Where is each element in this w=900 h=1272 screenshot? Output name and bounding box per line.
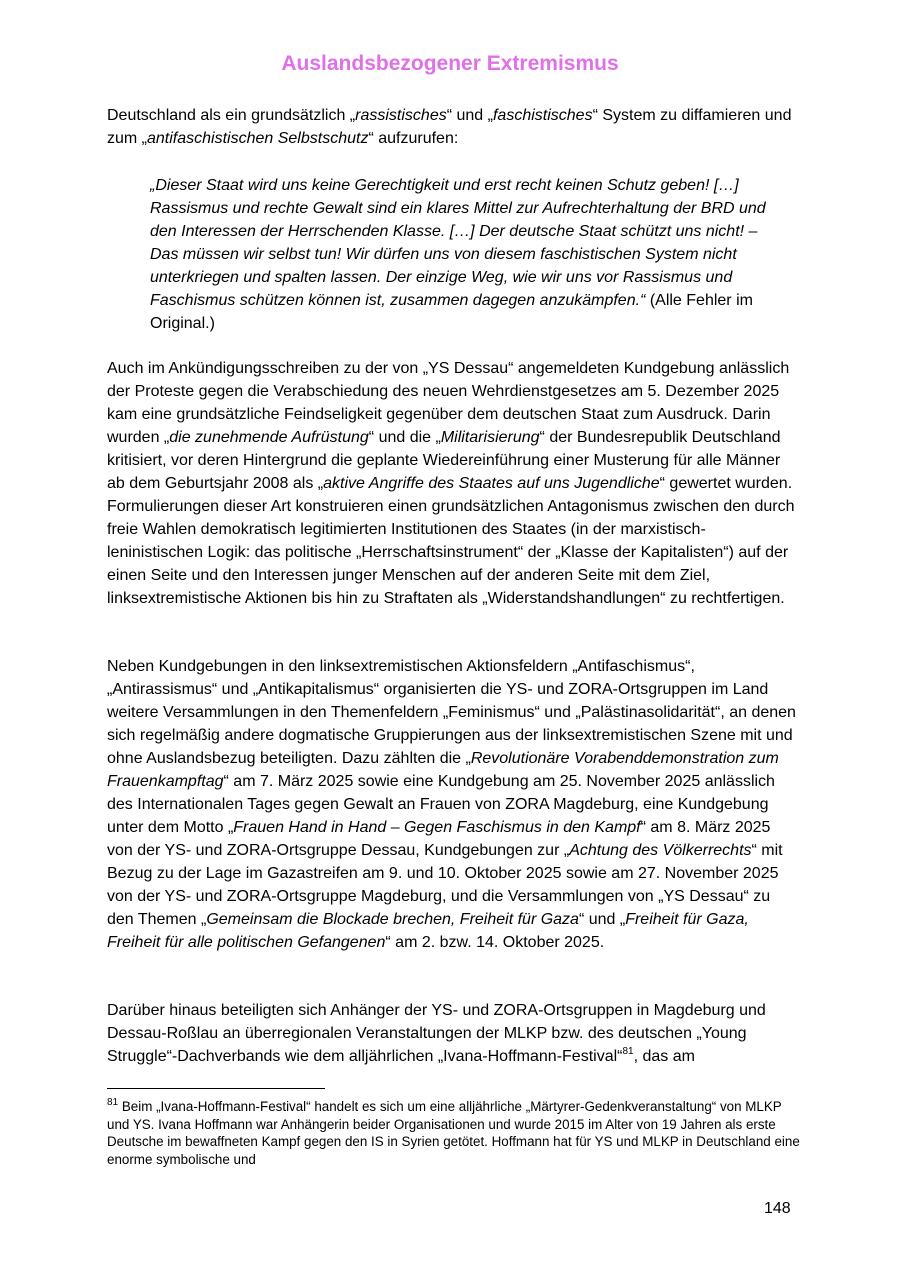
footnote [107, 1098, 807, 1168]
text-run: “ am 8. März 2025 von der YS- und ZORA-Ortsgruppe Dessau, Kundgebungen zur „ [107, 819, 771, 859]
emphasis: Frauen Hand in Hand – Gegen Faschismus in den Kampf [233, 819, 641, 836]
text-run: “ und „ [578, 911, 626, 928]
emphasis: antifaschistischen Selbstschutz [147, 130, 369, 147]
page-title: Auslandsbezogener Extremismus [281, 52, 619, 75]
footnote-reference[interactable]: 81 [622, 1045, 634, 1057]
text-run: “ am 2. bzw. 14. Oktober 2025. [385, 934, 605, 951]
emphasis: Revolutionäre Vorabenddemonstration zum Frauenkampftag [107, 750, 779, 790]
text-run: “ gewertet wurden. Formulierungen dieser Art konstruieren einen grundsätzlichen Antagonismus zwischen den durch freie Wahlen demokratisch legitimierten Institutionen des Staates (in der marxistisch-leninistischen Logik: das politische „Herrschaftsinstrument“ der „Klasse der Kapitalisten“) auf der einen Seite und den Interessen junger Menschen auf der anderen Seite mit dem Ziel, linksextremistische Aktionen bis hin zu Straftaten als „Widerstandshandlungen“ zu rechtfertigen. [107, 475, 795, 607]
text-run: “ System zu diffamieren und zum „ [107, 107, 792, 147]
text-run: “ aufzurufen: [368, 130, 459, 147]
quote-text: „Dieser Staat wird uns keine Gerechtigkeit und erst recht keinen Schutz geben! […] Rassismus und rechte Gewalt sind ein klares Mittel zur Aufrechterhaltung der BRD und den Interessen der Herrschenden Klasse. […] Der deutsche Staat schützt uns nicht! – Das müssen wir selbst tun! Wir dürfen uns von diesem faschistischen System nicht unterkriegen und spalten lassen. Der einzige Weg, wie wir uns vor Rassismus und Faschismus schützen können ist, zusammen dagegen anzukämpfen.“ [150, 177, 766, 309]
footnote-number: 81 [107, 1096, 119, 1108]
paragraph-3 [107, 655, 797, 954]
quote-note: (Alle Fehler im Original.) [150, 292, 753, 332]
emphasis: Achtung des Völkerrechts [569, 842, 752, 859]
text-run: “ und „ [446, 107, 493, 124]
emphasis: Gemeinsam die Blockade brechen, Freiheit für Gaza [206, 911, 579, 928]
intro-paragraph [107, 104, 797, 150]
emphasis: die zunehmende Aufrüstung [169, 429, 369, 446]
text-run: “ am 7. März 2025 sowie eine Kundgebung am 25. November 2025 anlässlich des Internationalen Tages gegen Gewalt an Frauen von ZORA Magdeburg, eine Kundgebung unter dem Motto „ [107, 773, 775, 836]
text-run: Auch im Ankündigungsschreiben zu der von „YS Dessau“ angemeldeten Kundgebung anlässlich der Proteste gegen die Verabschiedung des neuen Wehrdienstgesetzes am 5. Dezember 2025 kam eine grundsätzliche Feindseligkeit gegenüber dem deutschen Staat zum Ausdruck. Darin wurden „ [107, 360, 790, 446]
text-run: Deutschland als ein grundsätzlich „ [107, 107, 356, 124]
block-quote [150, 174, 770, 335]
text-run: “ und die „ [368, 429, 441, 446]
text-run: Darüber hinaus beteiligten sich Anhänger der YS- und ZORA-Ortsgruppen in Magdeburg und Dessau-Roßlau an überregionalen Veranstaltungen der MLKP bzw. des deutschen „Young Struggle“-Dachverbands wie dem alljährlichen „Ivana-Hoffmann-Festival“ [107, 1002, 766, 1065]
paragraph-2 [107, 357, 797, 610]
emphasis: faschistisches [492, 107, 593, 124]
emphasis: aktive Angriffe des Staates auf uns Jugendliche [323, 475, 660, 492]
text-run: “ der Bundesrepublik Deutschland kritisiert, vor deren Hintergrund die geplante Wiedereinführung einer Musterung für alle Männer ab dem Geburtsjahr 2008 als „ [107, 429, 781, 492]
emphasis: Freiheit für Gaza, Freiheit für alle politischen Gefangenen [107, 911, 749, 951]
emphasis: Militarisierung [440, 429, 540, 446]
page-number: 148 [764, 1200, 791, 1217]
text-run: , das am [633, 1048, 695, 1065]
emphasis: rassistisches [355, 107, 447, 124]
text-run: Neben Kundgebungen in den linksextremistischen Aktionsfeldern „Antifaschismus“, „Antirassismus“ und „Antikapitalismus“ organisierten die YS- und ZORA-Ortsgruppen im Land weitere Versammlungen in den Themenfeldern „Feminismus“ und „Palästinasolidarität“, an denen sich regelmäßig andere dogmatische Gruppierungen aus der linksextremistischen Szene mit und ohne Auslandsbezug beteiligten. Dazu zählten die „ [107, 658, 796, 767]
paragraph-4 [107, 999, 797, 1068]
text-run: “ mit Bezug zu der Lage im Gazastreifen am 9. und 10. Oktober 2025 sowie am 27. November 2025 von der YS- und ZORA-Ortsgruppe Magdeburg, und die Versammlungen von „YS Dessau“ zu den Themen „ [107, 842, 783, 928]
footnote-separator [107, 1088, 325, 1089]
footnote-text: Beim „Ivana-Hoffmann-Festival“ handelt es sich um eine alljährliche „Märtyrer-Gedenkveranstaltung“ von MLKP und YS. Ivana Hoffmann war Anhängerin beider Organisationen und wurde 2015 im Alter von 19 Jahren als erste Deutsche im bewaffneten Kampf gegen den IS in Syrien getötet. Hoffmann hat für YS und MLKP in Deutschland eine enorme symbolische und [107, 1099, 800, 1167]
